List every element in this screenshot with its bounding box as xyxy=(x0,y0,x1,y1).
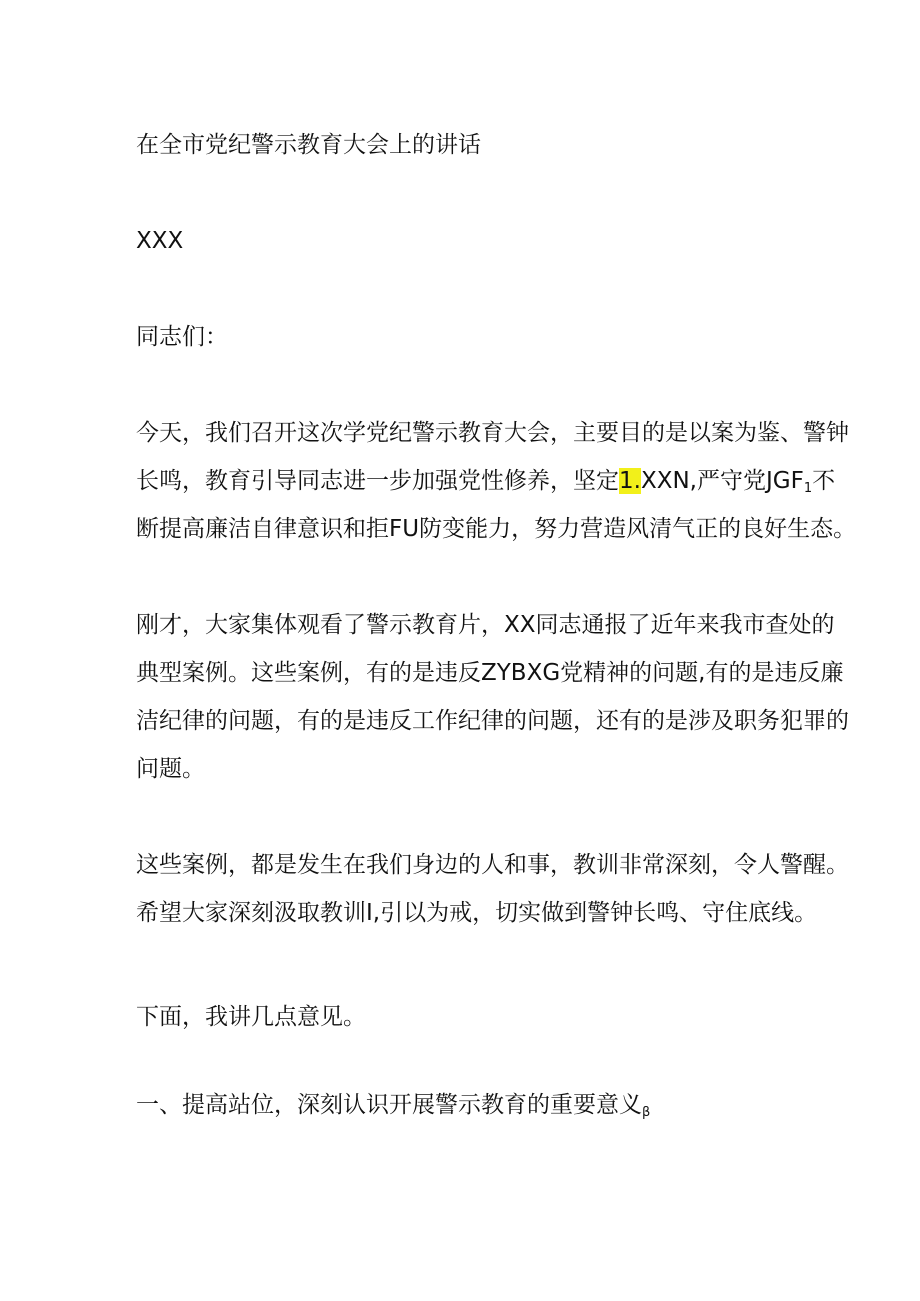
document-author: XXX xyxy=(136,228,184,254)
paragraph-4: 下面，我讲几点意见。 xyxy=(136,1004,366,1030)
document-title: 在全市党纪警示教育大会上的讲话 xyxy=(136,132,481,158)
section-heading xyxy=(136,1090,650,1120)
text-run: 不 xyxy=(812,468,836,494)
subscript-text: 1 xyxy=(803,481,813,496)
paragraph-line: 典型案例。这些案例，有的是违反ZYBXG党精神的问题,有的是违反廉 xyxy=(136,660,844,686)
paragraph-line: 希望大家深刻汲取教训I,引以为戒，切实做到警钟长鸣、守住底线。 xyxy=(136,900,818,926)
paragraph-line xyxy=(136,466,835,496)
paragraph-line: 这些案例，都是发生在我们身边的人和事，教训非常深刻，令人警醒。 xyxy=(136,852,849,878)
subscript-text: β xyxy=(642,1105,651,1120)
heading-text: 一、提高站位，深刻认识开展警示教育的重要意义 xyxy=(136,1092,642,1118)
paragraph-line: 洁纪律的问题，有的是违反工作纪律的问题，还有的是涉及职务犯罪的 xyxy=(136,708,849,734)
paragraph-line: 刚才，大家集体观看了警示教育片，XX同志通报了近年来我市查处的 xyxy=(136,612,835,638)
paragraph-line: 今天，我们召开这次学党纪警示教育大会，主要目的是以案为鉴、警钟 xyxy=(136,420,849,446)
salutation: 同志们： xyxy=(136,324,228,350)
paragraph-line: 断提高廉洁自律意识和拒FU防变能力，努力营造风清气正的良好生态。 xyxy=(136,516,857,542)
text-run: 长鸣，教育引导同志进一步加强党性修养，坚定 xyxy=(136,468,619,494)
highlighted-text: 1. xyxy=(619,468,641,494)
paragraph-line: 问题。 xyxy=(136,756,205,782)
text-run: XXN,严守党JGF xyxy=(640,468,804,494)
